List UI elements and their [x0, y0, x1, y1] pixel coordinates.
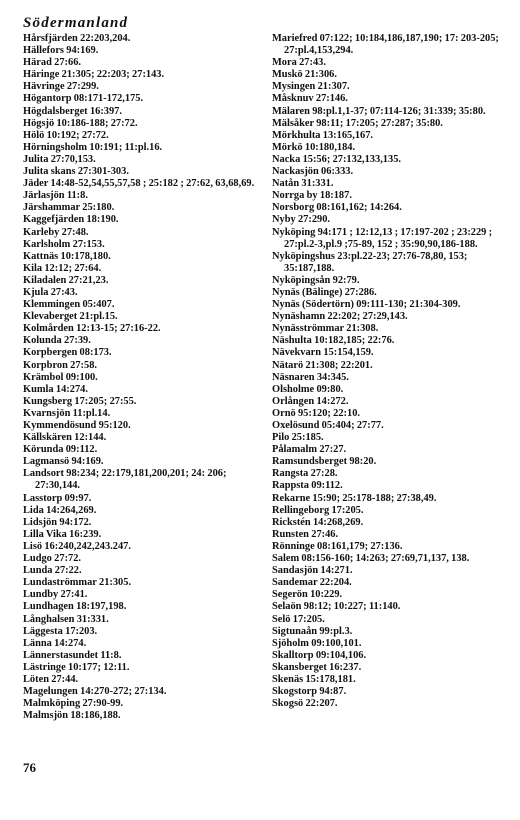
index-entry: Karlsholm 27:153.: [23, 238, 105, 250]
index-entry: Mörkö 10:180,184.: [272, 141, 356, 153]
index-entry: Härad 27:66.: [23, 57, 82, 69]
index-entry: Näsnaren 34:345.: [272, 371, 349, 383]
index-entry: Jäder 14:48-52,54,55,57,58 ; 25:182 ; 27:62, 63,68,69.: [23, 178, 255, 190]
index-entry: Skansberget 16:237.: [272, 661, 362, 673]
index-entry: Pålamalm 27:27.: [272, 444, 347, 456]
section-heading: Södermanland: [23, 15, 129, 31]
index-entry: Ornö 95:120; 22:10.: [272, 407, 360, 419]
index-entry: Nyköping 94:171 ; 12:12,13 ; 17:197-202 ; 23:229 ; 27:pl.2-3,pl.9 ;75-89, 152 ; 35:90,90,186-188.: [272, 226, 493, 250]
index-entry: Klemmingen 05:407.: [23, 299, 115, 311]
index-entry: Mälsåker 98:11; 17:205; 27:287; 35:80.: [272, 117, 443, 129]
index-entry: Högdalsberget 16:397.: [23, 105, 122, 117]
index-entry: Kiladalen 27:21,23.: [23, 274, 109, 286]
index-entry: Kvarnsjön 11:pl.14.: [23, 407, 111, 419]
index-entry: Norrga by 18:187.: [272, 190, 352, 202]
index-entry: Malmköping 27:90-99.: [23, 698, 124, 710]
index-entry: Löten 27:44.: [23, 673, 79, 685]
index-entry: Mora 27:43.: [272, 57, 326, 69]
index-entry: Nacka 15:56; 27:132,133,135.: [272, 153, 401, 165]
index-entry: Nackasjön 06:333.: [272, 166, 354, 178]
index-entry: Nyköpingsån 92:79.: [272, 274, 360, 286]
index-entry: Julita 27:70,153.: [23, 153, 96, 165]
index-entry: Rickstén 14:268,269.: [272, 516, 364, 528]
index-entry: Hårsfjärden 22:203,204.: [23, 33, 131, 44]
index-entry: Rappsta 09:112.: [272, 480, 343, 492]
index-entry: Nynäs (Södertörn) 09:111-130; 21:304-309.: [272, 299, 461, 311]
index-entry: Mörkhulta 13:165,167.: [272, 129, 374, 141]
index-entry: Skogstorp 94:87.: [272, 686, 347, 698]
index-entry: Näshulta 10:182,185; 22:76.: [272, 335, 395, 347]
index-entry: Selö 17:205.: [272, 613, 325, 625]
index-entry: Rekarne 15:90; 25:178-188; 27:38,49.: [272, 492, 437, 504]
index-entry: Lundby 27:41.: [23, 589, 88, 601]
index-entry: Lundaströmmar 21:305.: [23, 577, 132, 589]
index-entry: Högantorp 08:171-172,175.: [23, 93, 144, 105]
index-entry: Nynäsströmmar 21:308.: [272, 323, 379, 335]
index-entry: Häringe 21:305; 22:203; 27:143.: [23, 69, 165, 81]
index-entry: Magelungen 14:270-272; 27:134.: [23, 686, 167, 698]
index-entry: Lasstorp 09:97.: [23, 492, 92, 504]
index-entry: Ramsundsberget 98:20.: [272, 456, 377, 468]
index-entry: Lästringe 10:177; 12:11.: [23, 661, 130, 673]
index-entry: Mysingen 21:307.: [272, 81, 350, 93]
index-entry: Korpbergen 08:173.: [23, 347, 112, 359]
index-entry: Sandasjön 14:271.: [272, 565, 353, 577]
index-entry: Selaön 98:12; 10:227; 11:140.: [272, 601, 401, 613]
index-entry: Rellingeborg 17:205.: [272, 504, 364, 516]
index-entry: Nyköpingshus 23:pl.22-23; 27:76-78,80, 153; 35:187,188.: [272, 250, 468, 274]
index-entry: Lisö 16:240,242,243.247.: [23, 540, 131, 552]
index-entry: Klevaberget 21:pl.15.: [23, 311, 118, 323]
index-entry: Lagmansö 94:169.: [23, 456, 104, 468]
index-entry: Segerön 10:229.: [272, 589, 343, 601]
index-entry: Hörningsholm 10:191; 11:pl.16.: [23, 141, 163, 153]
index-entry: Lundhagen 18:197,198.: [23, 601, 127, 613]
index-entry: Nynäs (Bälinge) 27:286.: [272, 286, 377, 298]
index-entry: Salem 08:156-160; 14:263; 27:69,71,137, 138.: [272, 553, 470, 565]
index-entry: Runsten 27:46.: [272, 528, 339, 540]
index-entry: Hällefors 94:169.: [23, 45, 99, 57]
index-entry: Kila 12:12; 27:64.: [23, 262, 102, 274]
index-entry: Järlasjön 11:8.: [23, 190, 88, 202]
index-entry: Julita skans 27:301-303.: [23, 166, 129, 178]
index-entry: Skogsö 22:207.: [272, 698, 338, 710]
index-entry: Karleby 27:48.: [23, 226, 89, 238]
index-entry: Sigtunaån 99:pl.3.: [272, 625, 353, 637]
index-entry: Korpbron 27:58.: [23, 359, 97, 371]
index-entry: Länna 14:274.: [23, 637, 87, 649]
index-entry: Järshammar 25:180.: [23, 202, 115, 214]
index-entry: Mariefred 07:122; 10:184,186,187,190; 17: 203-205; 27:pl.4,153,294.: [272, 33, 499, 57]
index-entry: Pilo 25:185.: [272, 432, 324, 444]
index-entry: Orlången 14:272.: [272, 395, 349, 407]
index-entry: Muskö 21:306.: [272, 69, 337, 81]
index-entry: Kattnäs 10:178,180.: [23, 250, 111, 262]
index-entry: Nävekvarn 15:154,159.: [272, 347, 374, 359]
index-entry: Lilla Vika 16:239.: [23, 528, 102, 540]
index-entry: Kolmården 12:13-15; 27:16-22.: [23, 323, 161, 335]
index-entry: Krämbol 09:100.: [23, 371, 98, 383]
right-column: [272, 33, 504, 710]
index-entry: Skalltorp 09:104,106.: [272, 649, 367, 661]
index-entry: Rangsta 27:28.: [272, 468, 338, 480]
index-entry: Malmsjön 18:186,188.: [23, 710, 121, 722]
index-entry: Oxelösund 05:404; 27:77.: [272, 420, 384, 431]
index-entry: Hölö 10:192; 27:72.: [23, 129, 109, 141]
index-entry: Lida 14:264,269.: [23, 504, 97, 516]
index-entry: Kymmendösund 95:120.: [23, 420, 131, 431]
index-entry: Kjula 27:43.: [23, 286, 78, 298]
index-entry: Kaggefjärden 18:190.: [23, 214, 119, 226]
index-entry: Landsort 98:234; 22:179,181,200,201; 24: 206; 27:30,144.: [23, 468, 227, 492]
index-entry: Nätarö 21:308; 22:201.: [272, 359, 373, 371]
index-entry: Långhalsen 31:331.: [23, 613, 109, 625]
index-entry: Norsborg 08:161,162; 14:264.: [272, 202, 402, 214]
index-entry: Kumla 14:274.: [23, 383, 88, 395]
index-entry: Natån 31:331.: [272, 178, 334, 190]
index-entry: Mälaren 98:pl.1,1-37; 07:114-126; 31:339; 35:80.: [272, 105, 486, 117]
index-entry: Kungsberg 17:205; 27:55.: [23, 395, 137, 407]
index-entry: Sjöholm 09:100,101.: [272, 637, 362, 649]
index-entry: Nyby 27:290.: [272, 214, 331, 226]
left-column: [23, 33, 255, 722]
index-entry: Körunda 09:112.: [23, 444, 98, 456]
index-entry: Kolunda 27:39.: [23, 335, 91, 347]
index-entry: Lidsjön 94:172.: [23, 516, 92, 528]
index-entry: Rönninge 08:161,179; 27:136.: [272, 540, 403, 552]
index-entry: Nynäshamn 22:202; 27:29,143.: [272, 311, 408, 323]
index-entry: Skenäs 15:178,181.: [272, 673, 356, 685]
index-entry: Högsjö 10:186-188; 27:72.: [23, 117, 138, 129]
index-entry: Lunda 27:22.: [23, 565, 82, 577]
index-entry: Källskären 12:144.: [23, 432, 107, 444]
index-entry: Lännerstasundet 11:8.: [23, 649, 122, 661]
index-entry: Hävringe 27:299.: [23, 81, 99, 93]
index-entry: Måsknuv 27:146.: [272, 93, 348, 105]
index-entry: Ludgo 27:72.: [23, 553, 82, 565]
index-entry: Olsholme 09:80.: [272, 383, 344, 395]
page-number: 76: [23, 760, 36, 775]
index-entry: Läggesta 17:203.: [23, 625, 98, 637]
index-entry: Sandemar 22:204.: [272, 577, 352, 589]
